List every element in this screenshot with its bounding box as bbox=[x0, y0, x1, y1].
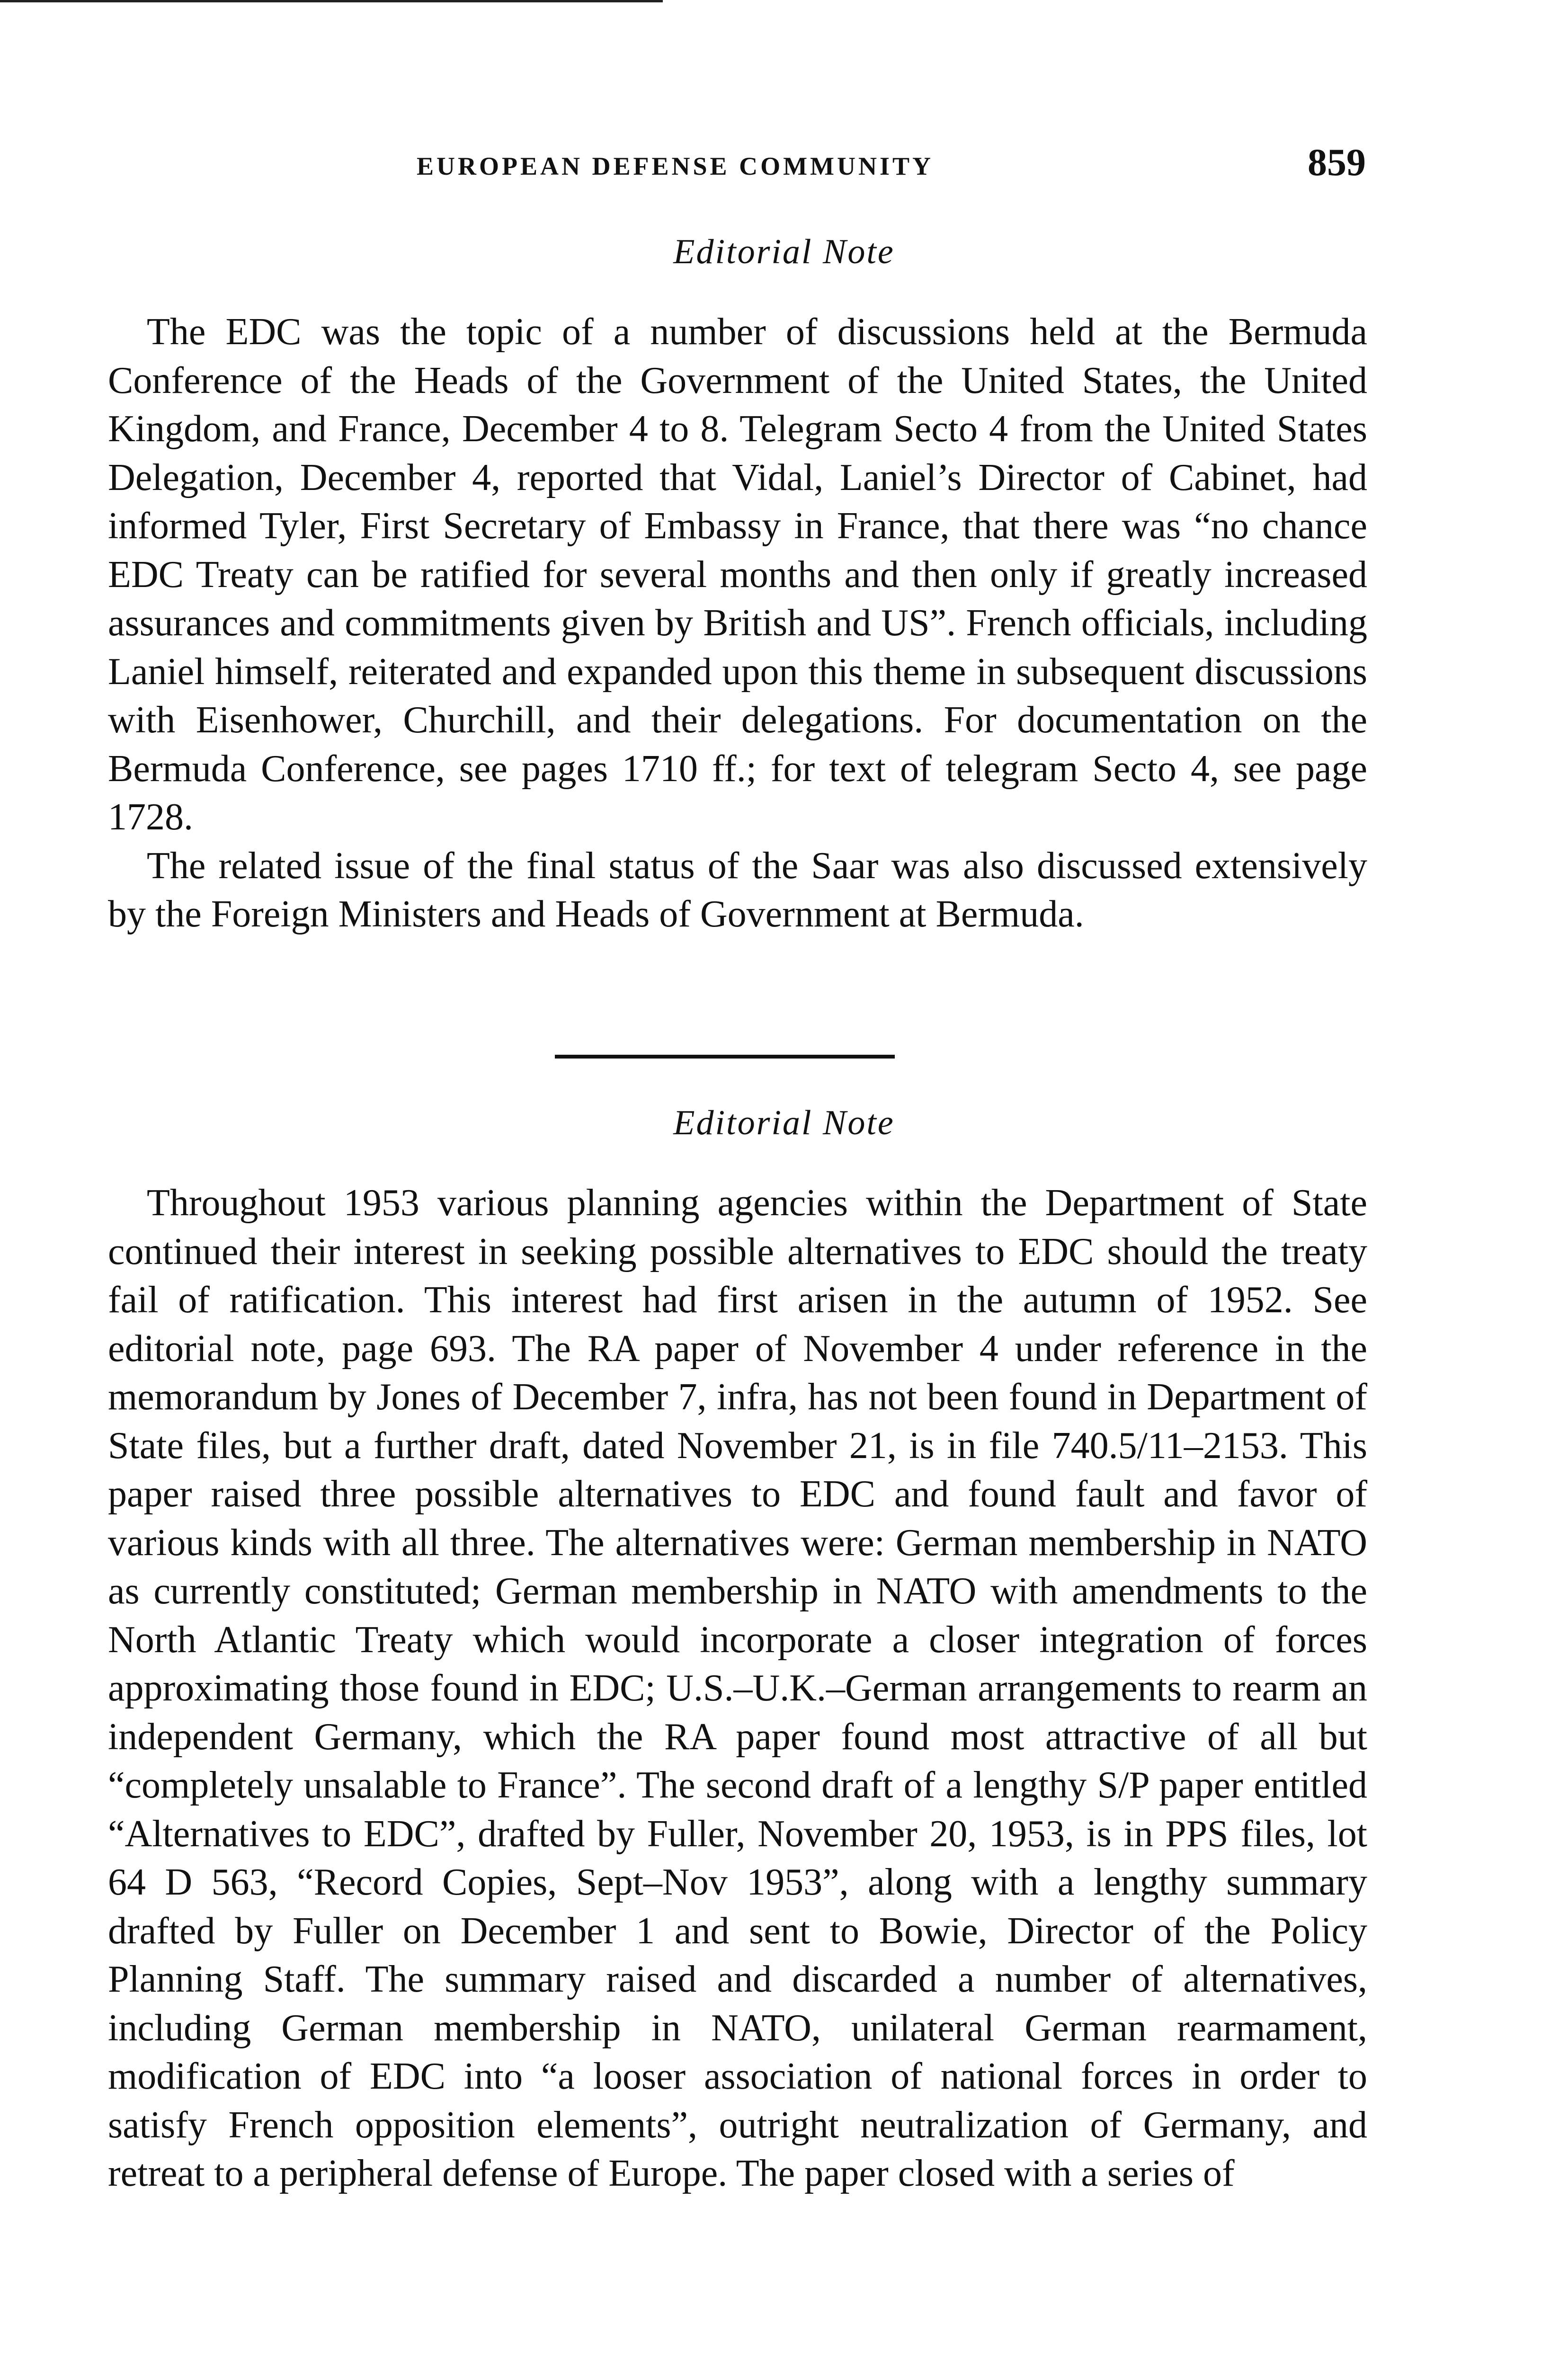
editorial-note-heading-1: Editorial Note bbox=[673, 232, 895, 271]
running-head-title: EUROPEAN DEFENSE COMMUNITY bbox=[417, 152, 934, 180]
editorial-note-body-2 bbox=[108, 1179, 1367, 2198]
editorial-note-heading-2: Editorial Note bbox=[673, 1103, 895, 1142]
page-number: 859 bbox=[1308, 141, 1366, 184]
paragraph: The related issue of the final status of the Saar was also discussed extensively by the Foreign Ministers and Heads of Government at Bermuda. bbox=[108, 845, 1367, 935]
section-divider bbox=[555, 1055, 895, 1059]
paragraph: The EDC was the topic of a number of discussions held at the Bermuda Conference of the Heads of the Government of the United States, the United Kingdom, and France, December 4 to 8. Telegram Secto 4 from the United States Delegation, December 4, reported that Vidal, Laniel’s Director of Cabinet, had informed Tyler, First Secretary of Embassy in France, that there was “no chance EDC Treaty can be ratified for several months and then only if greatly increased assurances and commitments given by British and US”. French officials, including Laniel himself, reiterated and expanded upon this theme in subsequent discussions with Eisenhower, Churchill, and their delegations. For documentation on the Bermuda Conference, see pages 1710 ff.; for text of telegram Secto 4, see page 1728. bbox=[108, 311, 1367, 838]
top-edge-rule bbox=[0, 0, 663, 2]
paragraph: Throughout 1953 various planning agencies within the Department of State continued their interest in seeking possible alternatives to EDC should the treaty fail of ratification. This interest had first arisen in the autumn of 1952. See editorial note, page 693. The RA paper of November 4 under reference in the memorandum by Jones of December 7, infra, has not been found in Department of State files, but a further draft, dated November 21, is in file 740.5/11–2153. This paper raised three possible alternatives to EDC and found fault and favor of various kinds with all three. The alternatives were: German membership in NATO as currently constituted; German membership in NATO with amendments to the North Atlantic Treaty which would incorporate a closer integration of forces approximating those found in EDC; U.S.–U.K.–German arrangements to rearm an independent Germany, which the RA paper found most attractive of all but “completely unsalable to France”. The second draft of a lengthy S/P paper entitled “Alternatives to EDC”, drafted by Fuller, November 20, 1953, is in PPS files, lot 64 D 563, “Record Copies, Sept–Nov 1953”, along with a lengthy summary drafted by Fuller on December 1 and sent to Bowie, Director of the Policy Planning Staff. The summary raised and discarded a number of alternatives, including German membership in NATO, unilateral German rearmament, modification of EDC into “a looser association of national forces in order to satisfy French opposition elements”, outright neutralization of Germany, and retreat to a peripheral defense of Europe. The paper closed with a series of bbox=[108, 1182, 1367, 2194]
editorial-note-body-1 bbox=[108, 308, 1367, 939]
